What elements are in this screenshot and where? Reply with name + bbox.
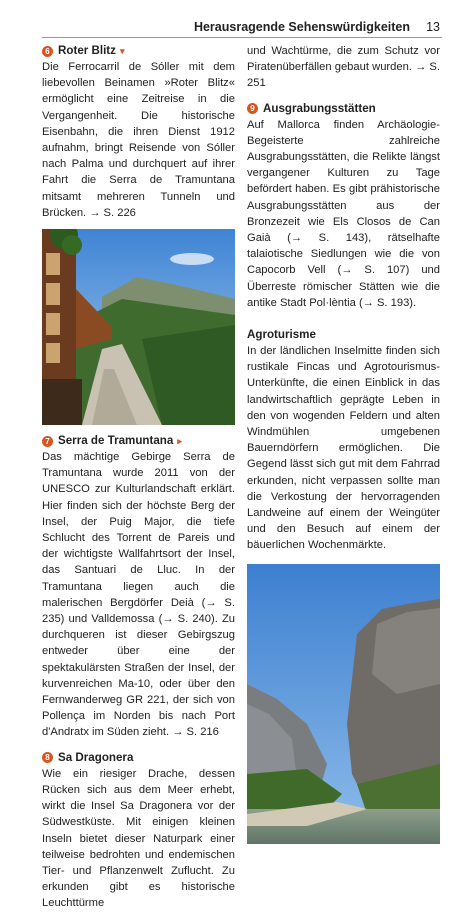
map-marker-icon: ▾ bbox=[119, 46, 125, 56]
entry-text-roter-blitz: Die Ferrocarril de Sóller mit dem liebevollen Beinamen »Roter Blitz« ermöglicht eine Zeitreise in die Vergangenheit. Die historische Eisenbahn, die ihren Dienst 1912 aufnahm, bringt Reisende von Sóller nach Palma und durchquert auf ihrer Fahrt die Serra de Tramuntana mitsamt mehreren Tunneln und Brücken. → S. 226 bbox=[42, 61, 235, 219]
entry-number-badge: 7 bbox=[42, 436, 53, 447]
entry-number-badge: 6 bbox=[42, 46, 53, 57]
left-column bbox=[42, 43, 235, 912]
map-marker-icon: ▸ bbox=[177, 436, 182, 447]
entry-heading-ausgrabungsstaetten bbox=[247, 101, 440, 117]
entry-title: Roter Blitz bbox=[58, 44, 116, 57]
entry-text-serra-de-tramuntana: Das mächtige Gebirge Serra de Tramuntana wurde 2011 von der UNESCO zur Kulturlandschaft erklärt. Hier finden sich der höchste Berg der Insel, der Puig Major, die tiefe Schlucht des Torrent de Pareis und der wichtigste Wallfahrtsort der Insel, das Santuari de Lluc. In der Tramuntana liegen auch die malerischen Bergdörfer Deià (→ S. 235) und Valldemossa (→ S. 240). Zu durchqueren ist dieser Gebirgszug entweder über eine der spektakulärsten Straßen der Insel, der kurvenreichen Ma-10, oder über den Fernwanderweg GR 221, der sich von Pollença im Norden bis nach Port d'Andratx im Süden zieht. → S. 216 bbox=[42, 451, 235, 739]
page-number: 13 bbox=[426, 20, 440, 34]
entry-text-ausgrabungsstaetten: Auf Mallorca finden Archäologie-Begeisterte zahlreiche Ausgrabungsstätten, die Relikte längst vergangener Kulturen zu Tage befördert haben. Es gibt prähistorische Ausgrabungsstätten aus der Bronzezeit wie Els Closos de Can Gaià (→ S. 143), rätselhafte talaiotische Siedlungen wie die von Capocorb Vell (→ S. 107) und Überreste römischer Stätten wie die antike Stadt Pol·lèntia (→ S. 193). bbox=[247, 118, 440, 309]
entry-title: Ausgrabungsstätten bbox=[263, 101, 376, 115]
entry-number-badge: 9 bbox=[247, 103, 258, 114]
entry-title: Sa Dragonera bbox=[58, 750, 134, 764]
header-rule bbox=[42, 37, 442, 38]
entry-heading-serra-de-tramuntana bbox=[42, 433, 235, 449]
entry-heading-roter-blitz bbox=[42, 43, 235, 59]
train-photo bbox=[42, 229, 235, 425]
section-text-agroturisme: In der ländlichen Inselmitte finden sich rustikale Fincas und Agrotourismus-Unterkünfte, die einen Einblick in das landwirtschaftlich geprägte Leben in den von wogenden Feldern und alten Windmühlen umgebenen Bauerndörfern ermöglichen. Die Gegend lässt sich gut mit dem Fahrrad erkunden, nicht verpassen sollte man die Verkostung der hervorragenden Landweine auf einem der Weingüter und den Besuch auf einem der bäuerlichen Wochenmärkte. bbox=[247, 345, 440, 552]
page-header bbox=[42, 0, 442, 38]
section-title-agroturisme: Agroturisme bbox=[247, 328, 316, 342]
entry-heading-sa-dragonera bbox=[42, 750, 235, 766]
entry-text-sa-dragonera: Wie ein riesiger Drache, dessen Rücken sich aus dem Meer erhebt, wirkt die Insel Sa Dragonera vor der Südwestküste. Mit einigen kleinen Inseln bietet dieser Naturpark einer teilweise bedrohten und endemischen Tier- und Pflanzenwelt Zuflucht. Zu erkunden gibt es historische Leuchttürme bbox=[42, 767, 235, 910]
continuation-text: und Wachtürme, die zum Schutz vor Piratenüberfällen gebaut wurden. → S. 251 bbox=[247, 45, 440, 90]
running-title: Herausragende Sehenswürdigkeiten bbox=[193, 20, 410, 34]
right-column bbox=[247, 43, 440, 844]
gorge-photo bbox=[247, 564, 440, 844]
entry-title: Serra de Tramuntana bbox=[58, 434, 174, 448]
entry-number-badge: 8 bbox=[42, 752, 53, 763]
